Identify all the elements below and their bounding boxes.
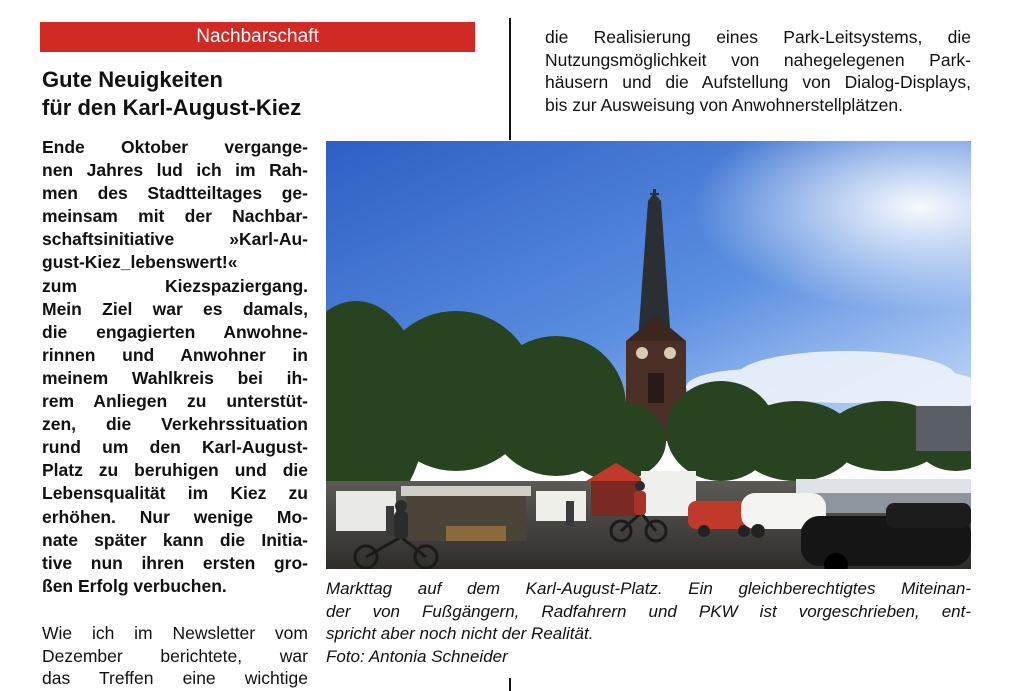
column-divider bbox=[509, 18, 511, 140]
text-line: ßen Erfolg verbuchen. bbox=[42, 575, 227, 596]
section-label: Nachbarschaft bbox=[196, 26, 319, 47]
photo-caption bbox=[326, 578, 971, 668]
text-line: Lebensqualität im Kiez zu bbox=[42, 483, 308, 504]
column-divider-bottom bbox=[509, 678, 511, 691]
text-line: Nutzungsmöglichkeit von nahegelegenen Park- bbox=[545, 49, 971, 70]
text-line: meinsam mit der Nachbar- bbox=[42, 206, 308, 227]
text-line: Dezember berichtete, war bbox=[42, 645, 308, 666]
second-column-text bbox=[545, 26, 971, 116]
text-line: zen, die Verkehrssituation bbox=[42, 414, 308, 435]
text-line: erhöhen. Nur wenige Mo- bbox=[42, 506, 308, 527]
text-line: men des Stadtteiltages ge- bbox=[42, 183, 308, 204]
text-line: schaftsinitiative »Karl-Au- bbox=[42, 229, 308, 250]
text-line: die Realisierung eines Park-Leitsystems, die bbox=[545, 27, 971, 47]
caption-line: spricht aber noch nicht der Realität. bbox=[326, 624, 594, 643]
text-line: das Treffen eine wichtige bbox=[42, 668, 308, 688]
text-line: gust-Kiez_lebenswert!« bbox=[42, 252, 238, 273]
caption-line: der von Fußgängern, Radfahrern und PKW ist vorgeschrieben, ent- bbox=[326, 601, 971, 621]
text-line: Platz zu beruhigen und die bbox=[42, 460, 308, 481]
section-banner bbox=[40, 22, 475, 52]
text-line: nate später kann die Initia- bbox=[42, 529, 308, 550]
text-line: Wie ich im Newsletter vom bbox=[42, 623, 308, 643]
market-square-photo bbox=[326, 141, 971, 569]
text-line: rinnen und Anwohner in bbox=[42, 344, 308, 365]
caption-line: Markttag auf dem Karl-August-Platz. Ein gleichberechtigtes Miteinan- bbox=[326, 579, 971, 598]
text-line: die engagierten Anwohne- bbox=[42, 321, 308, 342]
photo-credit: Foto: Antonia Schneider bbox=[326, 646, 508, 666]
text-line: Ende Oktober vergange- bbox=[42, 137, 308, 157]
text-line: tive nun ihren ersten gro- bbox=[42, 552, 308, 573]
headline-line-2: für den Karl-August-Kiez bbox=[42, 95, 302, 120]
building-right bbox=[916, 406, 971, 451]
text-line: meinem Wahlkreis bei ih- bbox=[42, 367, 308, 388]
text-line: Mein Ziel war es damals, bbox=[42, 298, 308, 319]
text-line: häusern und die Aufstellung von Dialog-Displays, bbox=[545, 72, 971, 92]
article-headline bbox=[42, 66, 342, 122]
body-paragraph bbox=[42, 622, 308, 690]
lead-paragraph bbox=[42, 136, 308, 598]
text-line: rem Anliegen zu unterstüt- bbox=[42, 391, 308, 412]
text-line: nen Jahres lud ich im Rah- bbox=[42, 160, 308, 181]
text-line: bis zur Ausweisung von Anwohnerstellplätzen. bbox=[545, 94, 903, 115]
text-line: zum Kiezspaziergang. bbox=[42, 275, 308, 296]
headline-line-1: Gute Neuigkeiten bbox=[42, 67, 223, 92]
text-line: rund um den Karl-August- bbox=[42, 437, 308, 458]
